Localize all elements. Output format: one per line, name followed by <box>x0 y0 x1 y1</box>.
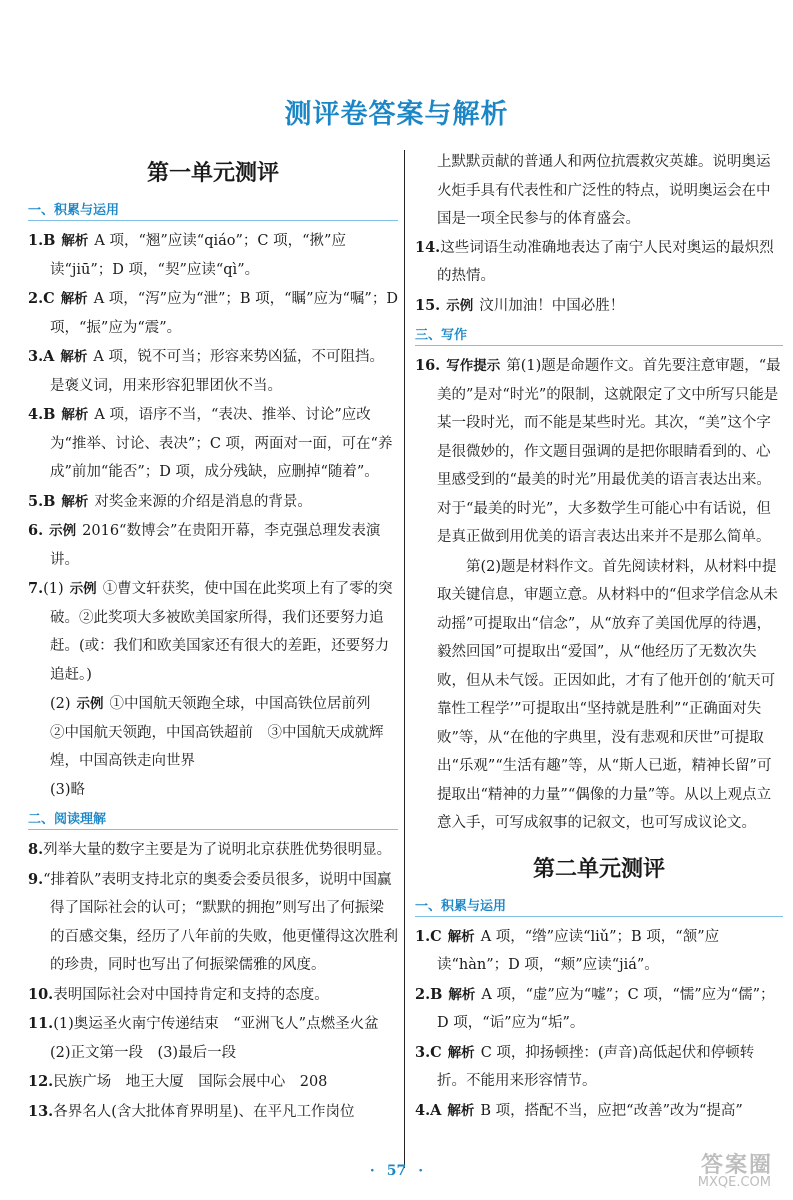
item-text: 民族广场 地王大厦 国际会展中心 208 <box>53 1074 328 1090</box>
section-accumulation: 一、积累与运用 <box>28 199 398 221</box>
sub-answer <box>28 690 398 776</box>
item-number: 2. <box>28 290 44 307</box>
answer-item <box>28 866 398 980</box>
item-text: A 项，“虚”应为“嘘”；C 项，“懦”应为“儒”；D 项，“诟”应为“垢”。 <box>437 986 775 1031</box>
item-number: 2. <box>415 985 431 1003</box>
answer-item <box>415 352 783 552</box>
item-label: 示例 <box>76 696 104 712</box>
item-text: 第(1)题是命题作文。首先要注意审题，“最美的”是对“时光”的限制，这就限定了文中所写只能是某一段时光，而不能是某些时光。其次，“美”这个字是很微妙的，作文题目强调的是把你眼睛看到的、心里感受到的“最美的时光”用最优美的语言表达出来。对于“最美的时光”，大多数学生可能心中有话说，但是真正做到用优美的语言表达出来并不是那么简单。 <box>437 358 781 545</box>
item-text: A 项，锐不可当；形容来势凶猛，不可阻挡。是褒义词，用来形容犯罪团伙不当。 <box>50 349 384 394</box>
watermark-logo <box>659 1148 779 1190</box>
item-text: 对奖金来源的介绍是消息的背景。 <box>94 493 312 510</box>
item-answer: B <box>43 406 56 423</box>
page-number-dot: · <box>369 1163 375 1179</box>
item-number: 9. <box>28 870 44 888</box>
item-text: 列举大量的数字主要是为了说明北京获胜优势很明显。 <box>43 842 392 858</box>
item-text: 2016“数博会”在贵阳开幕，李克强总理发表演讲。 <box>50 523 381 568</box>
item-text: 各界名人(含大批体育界明星)、在平凡工作岗位 <box>53 1103 355 1120</box>
item-label: 解析 <box>61 407 89 423</box>
unit1-title: 第一单元测评 <box>146 160 279 186</box>
answer-item <box>415 923 783 980</box>
item-label: 示例 <box>446 297 474 314</box>
item-number: 6. <box>28 522 44 539</box>
answer-item <box>28 343 398 400</box>
item-number: 15. <box>415 296 441 314</box>
answer-item <box>28 575 398 689</box>
item-text: 表明国际社会对中国持肯定和支持的态度。 <box>53 986 329 1003</box>
answer-item <box>415 981 783 1038</box>
answer-item <box>415 1039 783 1096</box>
item-label: 解析 <box>60 291 88 307</box>
section-writing: 三、写作 <box>415 324 783 346</box>
item-text: A 项，“泻”应为“泄”；B 项，“瞩”应为“嘱”；D 项，“振”应为“震”。 <box>50 291 398 336</box>
section-accumulation-2: 一、积累与运用 <box>415 895 783 917</box>
watermark-text: 答案圈 <box>700 1153 773 1178</box>
item-label: 示例 <box>49 523 77 539</box>
item-number: 16. <box>415 357 441 374</box>
item-answer: C <box>430 1043 442 1061</box>
sub-answer: (3)略 <box>50 781 86 798</box>
page-number-dot: · <box>418 1163 424 1179</box>
item-label: 示例 <box>69 581 97 597</box>
answer-item <box>415 234 783 291</box>
item-answer: B <box>43 492 56 510</box>
item-label: 解析 <box>60 349 88 365</box>
answer-item <box>28 285 398 342</box>
item-label: 写作提示 <box>446 358 501 374</box>
item-number: 4. <box>28 406 44 423</box>
item-text: ①曹文轩获奖，使中国在此奖项上有了零的突破。②此奖项大多被欧美国家所得，我们还要努力追赶。(或：我们和欧美国家还有很大的差距，还要努力追赶。) <box>50 581 393 683</box>
item-number: 7. <box>28 580 44 597</box>
item-number: 10. <box>28 985 54 1003</box>
item-answer: C <box>43 290 55 307</box>
item-continuation: 上默默贡献的普通人和两位抗震救灾英雄。说明奥运火炬手具有代表性和广泛性的特点，说明奥运会在中国是一项全民参与的体育盛会。 <box>437 154 771 227</box>
page-title: 测评卷答案与解析 <box>284 99 509 130</box>
item-text: A 项，语序不当，“表决、推举、讨论”应改为“推举、讨论、表决”；C 项，两面对一面，可在“养成”前加“能否”；D 项，成分残缺，应删掉“随着”。 <box>50 407 393 480</box>
item-text: 这些词语生动准确地表达了南宁人民对奥运的最炽烈的热情。 <box>437 239 774 284</box>
item-label: 解析 <box>447 1102 475 1119</box>
item-answer: A <box>430 1101 442 1119</box>
page-number-value: 57 <box>386 1163 407 1179</box>
item-number: 14. <box>415 238 441 256</box>
answer-item <box>28 401 398 487</box>
item-label: 解析 <box>447 1044 475 1061</box>
item-label: 解析 <box>61 493 89 510</box>
answer-item <box>28 488 398 517</box>
item-number: 12. <box>28 1073 54 1090</box>
answer-item <box>28 1098 398 1127</box>
answer-item <box>28 1010 398 1067</box>
unit2-title: 第二单元测评 <box>532 855 665 882</box>
answer-item <box>28 517 398 574</box>
item-answer: B <box>430 985 443 1003</box>
item-answer: C <box>430 927 442 945</box>
answer-item <box>28 981 398 1010</box>
right-column <box>415 148 783 1126</box>
answer-item <box>415 292 783 321</box>
item-number: 13. <box>28 1102 54 1120</box>
sub-index: (2) <box>50 696 71 712</box>
item-answer: A <box>43 348 55 365</box>
column-divider <box>404 150 405 1168</box>
writing-paragraph: 第(2)题是材料作文。首先阅读材料，从材料中提取关键信息，审题立意。从材料中的“但求学信念从未动摇”可提取出“信念”，从“放弃了美国优厚的待遇，毅然回国”可提取出“爱国”，从“他经历了无数次失败，但从未气馁。正因如此，才有了他开创的‘航天可靠性工程学’”可提取出“坚持就是胜利”“正确面对失败”等，从“在他的字典里，没有悲观和厌世”可提取出“乐观”“生活有趣”等，从“斯人已逝，精神长留”可提取出“精神的力量”“偶像的力量”等。从以上观点立意入手，可写成叙事的记叙文，也可写成议论文。 <box>437 558 778 831</box>
item-number: 3. <box>28 348 44 365</box>
item-label: 解析 <box>61 233 89 249</box>
item-text: (1)奥运圣火南宁传递结束 “亚洲飞人”点燃圣火盆 (2)正文第一段 (3)最后一段 <box>50 1016 394 1061</box>
item-number: 11. <box>28 1015 54 1032</box>
answer-item <box>415 1097 783 1126</box>
answer-item <box>28 1068 398 1097</box>
item-number: 1. <box>415 927 431 945</box>
watermark-url: MXQE.COM <box>697 1175 771 1190</box>
item-number: 5. <box>28 492 44 510</box>
item-number: 3. <box>415 1043 431 1061</box>
item-text: C 项，抑扬顿挫：(声音)高低起伏和停顿转折。不能用来形容情节。 <box>437 1044 755 1089</box>
item-text: B 项，搭配不当，应把“改善”改为“提高” <box>480 1102 743 1119</box>
item-text: 汶川加油！中国必胜！ <box>479 297 625 314</box>
sub-index: (1) <box>43 581 64 597</box>
item-number: 8. <box>28 841 44 858</box>
item-text: A 项，“绺”应读“liǔ”；B 项，“颔”应读“hàn”；D 项，“颊”应读“jiá”。 <box>437 928 720 973</box>
item-label: 解析 <box>447 928 475 945</box>
item-text: “排着队”表明支持北京的奥委会委员很多，说明中国赢得了国际社会的认可；“默默的拥抱”则写出了何振梁的百感交集，经历了八年前的失败，他更懂得这次胜利的珍贵，同时也写出了何振梁儒雅的风度。 <box>43 871 398 973</box>
answer-item <box>28 836 398 865</box>
item-text: A 项，“翘”应读“qiáo”；C 项，“揪”应读“jiū”；D 项，“契”应读“qì”。 <box>50 233 346 278</box>
item-answer: B <box>43 232 56 249</box>
item-text: ①中国航天领跑全球，中国高铁位居前列 ②中国航天领跑，中国高铁超前 ③中国航天成就辉煌，中国高铁走向世界 <box>50 696 386 769</box>
item-label: 解析 <box>448 986 476 1003</box>
item-number: 4. <box>415 1101 431 1119</box>
answer-item <box>28 227 398 284</box>
left-column <box>28 148 398 1127</box>
section-reading: 二、阅读理解 <box>28 808 398 830</box>
item-number: 1. <box>28 232 44 249</box>
